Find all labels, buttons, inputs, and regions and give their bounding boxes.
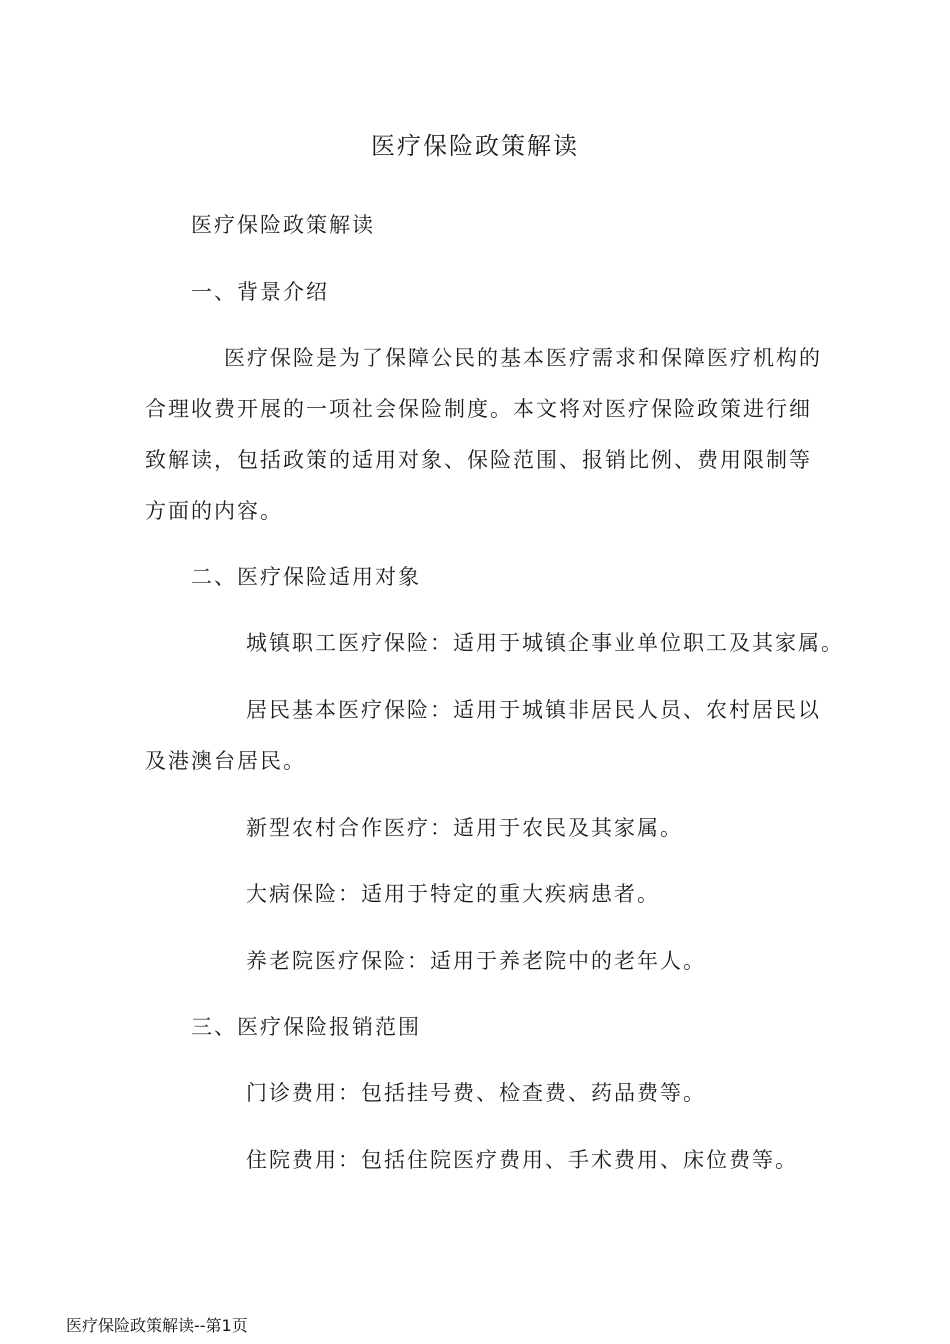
section-heading-3: 三、医疗保险报销范围 xyxy=(191,1015,421,1039)
paragraph-line: 新型农村合作医疗：适用于农民及其家属。 xyxy=(246,816,683,840)
paragraph-line: 城镇职工医疗保险：适用于城镇企事业单位职工及其家属。 xyxy=(246,631,844,655)
paragraph-line: 医疗保险是为了保障公民的基本医疗需求和保障医疗机构的 xyxy=(224,346,822,370)
document-title: 医疗保险政策解读 xyxy=(371,132,579,160)
paragraph-line: 大病保险：适用于特定的重大疾病患者。 xyxy=(246,882,660,906)
section-heading-2: 二、医疗保险适用对象 xyxy=(191,565,421,589)
paragraph-line: 门诊费用：包括挂号费、检查费、药品费等。 xyxy=(246,1081,706,1105)
paragraph-line: 合理收费开展的一项社会保险制度。本文将对医疗保险政策进行细 xyxy=(145,397,812,421)
section-heading-1: 一、背景介绍 xyxy=(191,280,329,304)
paragraph-line: 养老院医疗保险：适用于养老院中的老年人。 xyxy=(246,949,706,973)
paragraph-line: 方面的内容。 xyxy=(145,499,283,523)
paragraph-line: 住院费用：包括住院医疗费用、手术费用、床位费等。 xyxy=(246,1148,798,1172)
paragraph-line: 致解读，包括政策的适用对象、保险范围、报销比例、费用限制等 xyxy=(145,448,812,472)
page-footer: 医疗保险政策解读--第1页 xyxy=(66,1316,248,1335)
paragraph-line: 居民基本医疗保险：适用于城镇非居民人员、农村居民以 xyxy=(246,698,821,722)
paragraph-line: 及港澳台居民。 xyxy=(145,749,306,773)
subtitle-heading: 医疗保险政策解读 xyxy=(191,213,375,237)
